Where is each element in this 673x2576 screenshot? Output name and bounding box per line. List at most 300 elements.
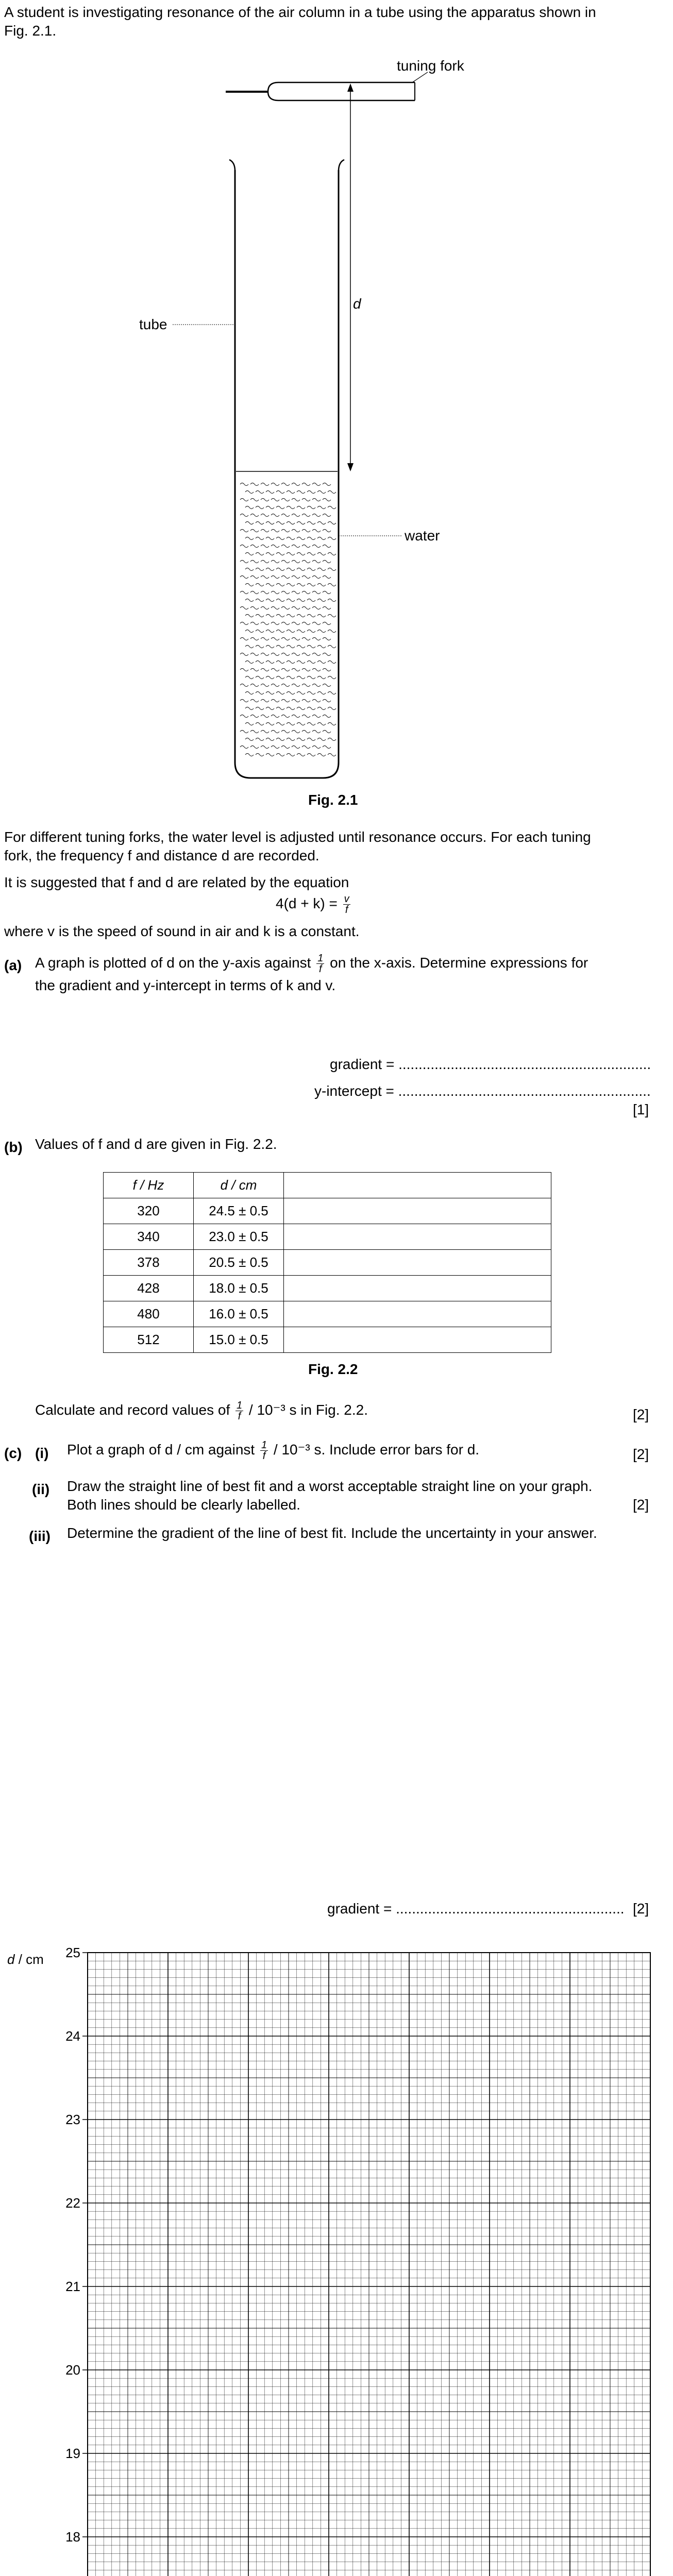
water-ripple — [271, 514, 279, 517]
water-ripple — [240, 591, 248, 594]
water-ripple — [302, 746, 310, 749]
water-ripple — [307, 723, 315, 725]
water-ripple — [271, 545, 279, 548]
part-b-calc-text: Calculate and record values of $\frac{1}{f}$ / 10⁻³ s in Fig. 2.2. — [35, 1400, 368, 1422]
water-ripple — [256, 692, 264, 694]
water-ripple — [328, 506, 336, 509]
water-ripple — [302, 622, 310, 625]
water-ripple — [297, 630, 305, 633]
water-ripple — [250, 514, 259, 517]
table-header[interactable] — [284, 1173, 551, 1198]
water-ripple — [276, 754, 284, 756]
table-cell: 16.0 ± 0.5 — [194, 1301, 284, 1327]
water-ripple — [292, 746, 300, 749]
table-cell: 23.0 ± 0.5 — [194, 1224, 284, 1250]
context-line-3: It is suggested that f and d are related by the equation — [4, 874, 349, 890]
part-a-label: (a) — [4, 957, 22, 973]
water-ripple — [266, 676, 274, 679]
water-ripple — [276, 506, 284, 509]
water-ripple — [317, 584, 326, 586]
water-ripple — [328, 723, 336, 725]
water-ripple — [261, 622, 269, 625]
water-ripple — [240, 545, 248, 548]
water-ripple — [302, 669, 310, 671]
water-ripple — [328, 522, 336, 524]
water-surface-pattern — [240, 483, 336, 756]
water-ripple — [245, 615, 254, 617]
water-ripple — [261, 591, 269, 594]
y-tick-label: 22 — [65, 2195, 80, 2211]
water-ripple — [266, 491, 274, 494]
fd-data-table — [103, 1172, 551, 1353]
water-ripple — [281, 591, 290, 594]
water-ripple — [266, 599, 274, 602]
part-a-marks: [1] — [633, 1101, 649, 1117]
water-ripple — [250, 638, 259, 640]
water-ripple — [281, 622, 290, 625]
water-ripple — [312, 715, 321, 718]
water-ripple — [312, 669, 321, 671]
water-ripple — [261, 576, 269, 579]
water-ripple — [307, 615, 315, 617]
water-ripple — [245, 630, 254, 633]
water-ripple — [245, 646, 254, 648]
water-ripple — [317, 646, 326, 648]
water-ripple — [302, 638, 310, 640]
water-ripple — [266, 506, 274, 509]
water-ripple — [271, 561, 279, 563]
water-ripple — [312, 545, 321, 548]
part-b-text: Values of f and d are given in Fig. 2.2. — [35, 1136, 277, 1152]
water-ripple — [292, 638, 300, 640]
water-ripple — [276, 537, 284, 540]
water-ripple — [240, 638, 248, 640]
part-c-ii-line-2: Both lines should be clearly labelled. — [67, 1497, 300, 1513]
water-ripple — [317, 491, 326, 494]
water-ripple — [245, 553, 254, 555]
y-tick-label: 19 — [65, 2446, 80, 2461]
tube-label: tube — [139, 316, 167, 332]
water-ripple — [245, 661, 254, 664]
water-ripple — [261, 669, 269, 671]
water-ripple — [245, 723, 254, 725]
water-ripple — [317, 707, 326, 710]
water-ripple — [302, 545, 310, 548]
water-ripple — [312, 622, 321, 625]
water-ripple — [323, 607, 331, 609]
water-ripple — [328, 537, 336, 540]
water-ripple — [317, 630, 326, 633]
water-ripple — [292, 731, 300, 733]
water-ripple — [256, 646, 264, 648]
water-ripple — [271, 499, 279, 501]
water-ripple — [287, 491, 295, 494]
table-cell: 512 — [104, 1327, 194, 1353]
water-ripple — [287, 506, 295, 509]
water-ripple — [276, 615, 284, 617]
table-header: d / cm — [194, 1173, 284, 1198]
y-tick-label: 23 — [65, 2112, 80, 2127]
water-ripple — [240, 499, 248, 501]
water-ripple — [323, 499, 331, 501]
water-ripple — [312, 530, 321, 532]
water-ripple — [256, 615, 264, 617]
table-cell-blank[interactable] — [284, 1198, 551, 1224]
water-ripple — [256, 568, 264, 571]
part-c-i-label: (i) — [35, 1445, 49, 1461]
tuning-fork-icon — [226, 72, 428, 100]
water-ripple — [240, 746, 248, 749]
water-ripple — [250, 561, 259, 563]
water-ripple — [302, 731, 310, 733]
water-ripple — [281, 483, 290, 486]
water-ripple — [271, 483, 279, 486]
water-ripple — [312, 653, 321, 656]
water-ripple — [307, 646, 315, 648]
water-ripple — [287, 615, 295, 617]
equation: 4(d + k) = $\frac{v}{f}$ — [276, 893, 349, 916]
water-ripple — [276, 568, 284, 571]
water-ripple — [302, 514, 310, 517]
water-ripple — [297, 584, 305, 586]
water-ripple — [245, 599, 254, 602]
part-c-label: (c) — [4, 1445, 22, 1461]
water-ripple — [297, 568, 305, 571]
water-ripple — [307, 676, 315, 679]
water-ripple — [312, 561, 321, 563]
water-ripple — [292, 653, 300, 656]
water-ripple — [281, 731, 290, 733]
water-ripple — [328, 491, 336, 494]
water-ripple — [240, 700, 248, 702]
water-ripple — [250, 731, 259, 733]
water-ripple — [281, 576, 290, 579]
table-cell: 18.0 ± 0.5 — [194, 1276, 284, 1301]
water-ripple — [323, 561, 331, 563]
water-ripple — [317, 754, 326, 756]
table-cell-blank[interactable] — [284, 1224, 551, 1250]
table-row — [104, 1301, 551, 1327]
water-ripple — [292, 715, 300, 718]
table-cell-blank[interactable] — [284, 1301, 551, 1327]
water-ripple — [281, 561, 290, 563]
water-ripple — [271, 653, 279, 656]
water-ripple — [307, 522, 315, 524]
water-ripple — [307, 537, 315, 540]
water-ripple — [307, 584, 315, 586]
part-a-text: A graph is plotted of d on the y-axis against $\frac{1}{f}$ on the x-axis. Determine expressions for — [35, 953, 588, 975]
apparatus-diagram — [0, 52, 673, 814]
water-ripple — [297, 723, 305, 725]
water-ripple — [276, 630, 284, 633]
water-ripple — [323, 700, 331, 702]
water-ripple — [261, 483, 269, 486]
water-ripple — [266, 584, 274, 586]
part-c-iii-label: (iii) — [29, 1528, 51, 1544]
water-ripple — [323, 530, 331, 532]
water-ripple — [261, 684, 269, 687]
table-cell: 428 — [104, 1276, 194, 1301]
part-c-iii-text: Determine the gradient of the line of best fit. Include the uncertainty in your answer. — [67, 1525, 597, 1541]
water-ripple — [323, 622, 331, 625]
water-ripple — [312, 499, 321, 501]
graph-paper[interactable] — [0, 1927, 673, 2576]
y-tick-label: 18 — [65, 2529, 80, 2545]
water-ripple — [302, 591, 310, 594]
water-ripple — [328, 615, 336, 617]
water-ripple — [271, 746, 279, 749]
water-ripple — [312, 576, 321, 579]
water-ripple — [245, 707, 254, 710]
table-cell-blank[interactable] — [284, 1250, 551, 1276]
water-ripple — [261, 731, 269, 733]
water-ripple — [287, 553, 295, 555]
water-ripple — [317, 537, 326, 540]
water-ripple — [312, 514, 321, 517]
table-cell: 15.0 ± 0.5 — [194, 1327, 284, 1353]
water-ripple — [287, 568, 295, 571]
intercept-answer-line[interactable]: y-intercept = ............................................................... — [314, 1083, 651, 1099]
gradient-c-marks: [2] — [633, 1901, 649, 1917]
water-ripple — [281, 514, 290, 517]
water-ripple — [317, 615, 326, 617]
water-ripple — [245, 506, 254, 509]
water-ripple — [256, 630, 264, 633]
gradient-answer-line[interactable]: gradient = ............................................................... — [330, 1056, 651, 1072]
table-cell: 378 — [104, 1250, 194, 1276]
context-line-2: fork, the frequency f and distance d are recorded. — [4, 848, 319, 863]
water-ripple — [317, 692, 326, 694]
water-ripple — [256, 491, 264, 494]
water-ripple — [276, 661, 284, 664]
water-ripple — [287, 630, 295, 633]
water-ripple — [302, 483, 310, 486]
water-ripple — [261, 545, 269, 548]
water-ripple — [256, 754, 264, 756]
table-cell: 20.5 ± 0.5 — [194, 1250, 284, 1276]
water-ripple — [281, 607, 290, 609]
water-ripple — [256, 738, 264, 741]
water-ripple — [307, 491, 315, 494]
water-ripple — [256, 723, 264, 725]
water-ripple — [297, 646, 305, 648]
water-ripple — [292, 576, 300, 579]
water-ripple — [317, 568, 326, 571]
water-ripple — [292, 591, 300, 594]
water-ripple — [281, 499, 290, 501]
water-ripple — [328, 630, 336, 633]
water-ripple — [302, 561, 310, 563]
water-ripple — [317, 553, 326, 555]
water-ripple — [302, 684, 310, 687]
water-ripple — [281, 746, 290, 749]
water-ripple — [312, 731, 321, 733]
water-ripple — [240, 715, 248, 718]
water-ripple — [271, 530, 279, 532]
table-row — [104, 1224, 551, 1250]
water-ripple — [287, 584, 295, 586]
water-ripple — [292, 561, 300, 563]
water-ripple — [292, 622, 300, 625]
water-ripple — [281, 653, 290, 656]
water-ripple — [276, 646, 284, 648]
water-ripple — [266, 692, 274, 694]
water-ripple — [281, 669, 290, 671]
water-ripple — [266, 553, 274, 555]
water-ripple — [312, 607, 321, 609]
water-ripple — [328, 738, 336, 741]
d-label: d — [353, 296, 361, 312]
water-ripple — [256, 661, 264, 664]
water-ripple — [292, 700, 300, 702]
water-ripple — [302, 530, 310, 532]
water-ripple — [287, 537, 295, 540]
water-ripple — [323, 731, 331, 733]
water-ripple — [266, 537, 274, 540]
water-ripple — [266, 707, 274, 710]
water-ripple — [307, 754, 315, 756]
water-ripple — [307, 692, 315, 694]
part-b-label: (b) — [4, 1139, 23, 1155]
water-ripple — [281, 700, 290, 702]
water-ripple — [271, 576, 279, 579]
tuning-fork-label: tuning fork — [397, 58, 464, 74]
water-ripple — [271, 607, 279, 609]
water-ripple — [261, 561, 269, 563]
water-ripple — [307, 661, 315, 664]
part-c-ii-label: (ii) — [32, 1481, 50, 1497]
table-cell: 340 — [104, 1224, 194, 1250]
water-ripple — [312, 746, 321, 749]
water-ripple — [287, 707, 295, 710]
water-ripple — [323, 715, 331, 718]
fig-2-2-caption: Fig. 2.2 — [308, 1361, 358, 1377]
water-ripple — [245, 568, 254, 571]
table-cell: 24.5 ± 0.5 — [194, 1198, 284, 1224]
water-ripple — [256, 537, 264, 540]
part-c-ii-marks: [2] — [633, 1497, 649, 1513]
water-ripple — [317, 676, 326, 679]
water-ripple — [250, 499, 259, 501]
water-ripple — [297, 676, 305, 679]
water-ripple — [240, 731, 248, 733]
table-row — [104, 1327, 551, 1353]
water-ripple — [240, 561, 248, 563]
water-ripple — [250, 700, 259, 702]
intro-line-2: Fig. 2.1. — [4, 23, 57, 39]
water-ripple — [256, 522, 264, 524]
water-ripple — [271, 669, 279, 671]
part-c-i-text: Plot a graph of d / cm against $\frac{1}{f}$ / 10⁻³ s. Include error bars for d. — [67, 1439, 480, 1462]
water-ripple — [323, 545, 331, 548]
water-ripple — [281, 530, 290, 532]
water-ripple — [287, 646, 295, 648]
water-ripple — [256, 599, 264, 602]
water-ripple — [271, 622, 279, 625]
water-ripple — [276, 723, 284, 725]
water-ripple — [276, 707, 284, 710]
water-ripple — [245, 491, 254, 494]
water-ripple — [287, 599, 295, 602]
water-ripple — [312, 638, 321, 640]
water-ripple — [250, 684, 259, 687]
table-cell-blank[interactable] — [284, 1327, 551, 1353]
water-ripple — [250, 669, 259, 671]
water-ripple — [276, 584, 284, 586]
water-ripple — [328, 661, 336, 664]
table-row — [104, 1250, 551, 1276]
water-ripple — [312, 483, 321, 486]
water-ripple — [287, 692, 295, 694]
fig-2-1-caption: Fig. 2.1 — [308, 792, 358, 808]
water-ripple — [266, 630, 274, 633]
water-ripple — [317, 506, 326, 509]
water-ripple — [297, 738, 305, 741]
water-ripple — [302, 653, 310, 656]
water-ripple — [240, 653, 248, 656]
water-ripple — [240, 669, 248, 671]
water-ripple — [292, 545, 300, 548]
water-ripple — [323, 514, 331, 517]
water-ripple — [261, 514, 269, 517]
water-ripple — [328, 676, 336, 679]
water-ripple — [266, 646, 274, 648]
water-ripple — [328, 754, 336, 756]
water-ripple — [317, 723, 326, 725]
y-axis-label: d / cm — [7, 1952, 44, 1967]
water-ripple — [297, 506, 305, 509]
water-ripple — [245, 522, 254, 524]
water-ripple — [287, 522, 295, 524]
water-ripple — [317, 522, 326, 524]
table-cell: 480 — [104, 1301, 194, 1327]
water-ripple — [323, 684, 331, 687]
table-cell-blank[interactable] — [284, 1276, 551, 1301]
water-ripple — [297, 537, 305, 540]
water-ripple — [307, 630, 315, 633]
water-ripple — [240, 622, 248, 625]
water-ripple — [276, 676, 284, 679]
water-ripple — [323, 669, 331, 671]
water-ripple — [292, 499, 300, 501]
table-row — [104, 1276, 551, 1301]
water-ripple — [328, 553, 336, 555]
context-line-1: For different tuning forks, the water level is adjusted until resonance occurs. For each tuning — [4, 829, 591, 845]
water-ripple — [256, 553, 264, 555]
water-ripple — [317, 661, 326, 664]
water-ripple — [302, 499, 310, 501]
water-ripple — [250, 576, 259, 579]
gradient-c-answer-line[interactable]: gradient = ......................................................... — [327, 1901, 625, 1917]
water-ripple — [328, 707, 336, 710]
water-ripple — [328, 646, 336, 648]
water-ripple — [323, 576, 331, 579]
water-ripple — [297, 491, 305, 494]
water-ripple — [312, 684, 321, 687]
water-ripple — [281, 715, 290, 718]
water-ripple — [307, 506, 315, 509]
water-ripple — [266, 568, 274, 571]
water-ripple — [287, 676, 295, 679]
part-a-line-2: the gradient and y-intercept in terms of k and v. — [35, 977, 336, 993]
water-ripple — [328, 599, 336, 602]
water-ripple — [302, 700, 310, 702]
water-ripple — [281, 638, 290, 640]
water-ripple — [307, 738, 315, 741]
water-ripple — [328, 692, 336, 694]
water-ripple — [276, 491, 284, 494]
water-ripple — [240, 576, 248, 579]
